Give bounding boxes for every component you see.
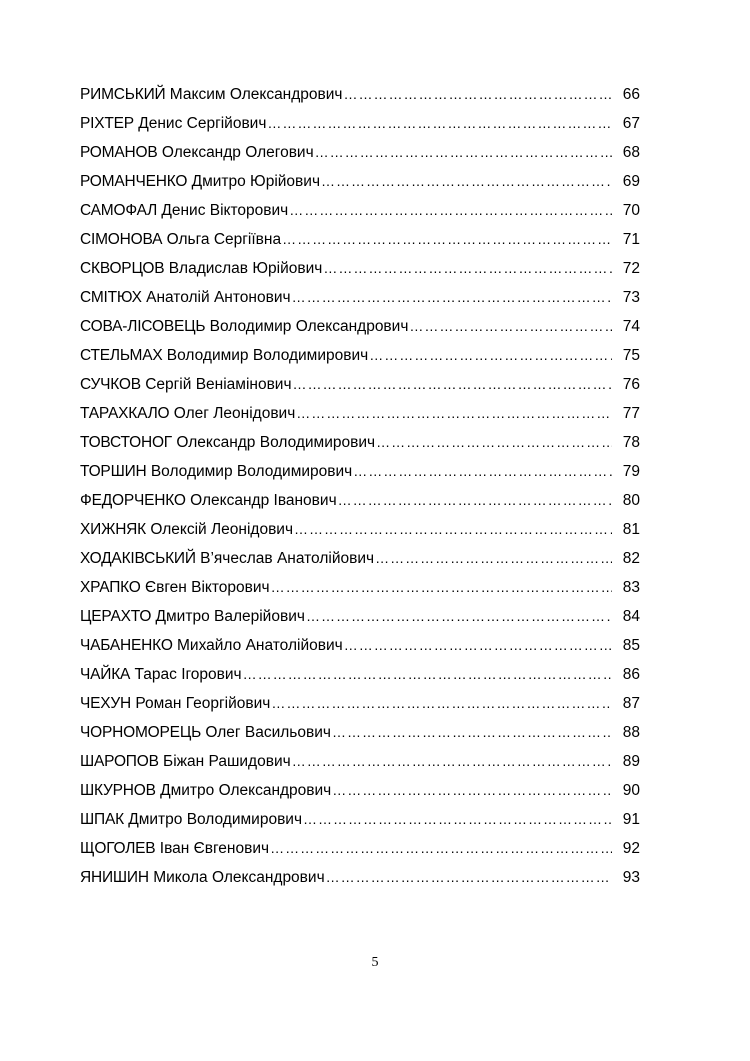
toc-entry-given-names: Роман Георгійович [135,695,271,712]
toc-entry-page: 91 [622,811,640,828]
toc-entry [80,811,640,840]
toc-entry-given-names: Олег Васильович [205,724,331,741]
toc-entry [80,637,640,666]
toc-entry-given-names: Іван Євгенович [159,840,270,857]
toc-entry-surname: СУЧКОВ [80,376,141,393]
toc-entry-name [80,260,322,278]
toc-leader-dots [270,840,612,856]
toc-entry-page: 85 [622,637,640,654]
toc-entry-page: 66 [622,86,640,103]
toc-entry-name [80,347,368,365]
toc-entry-surname: СОВА-ЛІСОВЕЦЬ [80,318,206,335]
toc-entry [80,434,640,463]
toc-entry [80,376,640,405]
toc-leader-dots [293,376,612,392]
toc-entry-name [80,666,242,684]
toc-leader-dots [338,492,612,508]
toc-entry-name [80,318,408,336]
toc-entry-page: 92 [622,840,640,857]
toc-entry [80,782,640,811]
toc-entry [80,318,640,347]
toc-entry-given-names: Денис Вікторович [161,202,289,219]
toc-entry-page: 80 [622,492,640,509]
toc-entry-name [80,521,293,539]
toc-entry-surname: ФЕДОРЧЕНКО [80,492,186,509]
toc-entry [80,492,640,521]
toc-entry-given-names: Тарас Ігорович [134,666,242,683]
toc-entry-given-names: Олексій Леонідович [150,521,294,538]
toc-entry-page: 69 [622,173,640,190]
toc-entry [80,724,640,753]
toc-entry-given-names: Олександр Володимирович [176,434,376,451]
toc-entry [80,144,640,173]
toc-entry [80,115,640,144]
toc-entry-page: 88 [622,724,640,741]
toc-leader-dots [369,347,612,363]
page-number: 5 [371,955,379,970]
toc-entry-name [80,405,295,423]
toc-entry-page: 86 [622,666,640,683]
toc-leader-dots [326,869,612,885]
toc-entry-name [80,608,305,626]
toc-entry-surname: ЯНИШИН [80,869,149,886]
toc-leader-dots [375,550,612,566]
toc-entry-surname: РИМСЬКИЙ [80,86,166,103]
toc-entry-surname: РІХТЕР [80,115,134,132]
toc-entry-surname: ХРАПКО [80,579,141,596]
toc-leader-dots [292,289,612,305]
toc-entry-surname: СІМОНОВА [80,231,163,248]
toc-leader-dots [306,608,612,624]
toc-entry-given-names: Денис Сергійович [138,115,267,132]
toc-entry [80,666,640,695]
toc-entry-surname: ЧАБАНЕНКО [80,637,173,654]
toc-entry-name [80,811,302,829]
toc-entry-name [80,86,343,104]
toc-entry-page: 73 [622,289,640,306]
toc-entry-page: 79 [622,463,640,480]
toc-entry-name [80,695,270,713]
toc-leader-dots [294,521,612,537]
toc-entry-page: 82 [622,550,640,567]
toc-leader-dots [332,724,612,740]
toc-entry [80,608,640,637]
toc-leader-dots [332,782,612,798]
toc-leader-dots [323,260,612,276]
toc-entry-surname: ТАРАХКАЛО [80,405,170,422]
table-of-contents [80,86,640,898]
toc-entry-name [80,231,281,249]
toc-entry-page: 76 [622,376,640,393]
toc-entry [80,695,640,724]
toc-entry-given-names: Максим Олександрович [169,86,343,103]
toc-entry-surname: ШПАК [80,811,124,828]
toc-leader-dots [321,173,612,189]
toc-entry-page: 74 [622,318,640,335]
toc-entry-name [80,463,352,481]
toc-entry-name [80,840,269,858]
toc-entry-name [80,115,266,133]
toc-entry-given-names: Володимир Володимирович [150,463,353,480]
toc-entry-given-names: Євген Вікторович [144,579,270,596]
toc-entry [80,840,640,869]
toc-entry-surname: СКВОРЦОВ [80,260,165,277]
toc-leader-dots [303,811,612,827]
toc-entry [80,579,640,608]
toc-entry-surname: ХОДАКІВСЬКИЙ [80,550,196,567]
toc-entry-name [80,173,320,191]
toc-entry-surname: РОМАНЧЕНКО [80,173,188,190]
toc-entry-given-names: Володимир Олександрович [209,318,409,335]
toc-leader-dots [243,666,612,682]
toc-entry-name [80,492,337,510]
toc-entry-page: 77 [622,405,640,422]
toc-entry-name [80,724,331,742]
toc-entry-given-names: Олександр Олегович [161,144,314,161]
toc-entry-surname: ЦЕРАХТО [80,608,152,625]
toc-entry [80,231,640,260]
toc-entry-name [80,434,375,452]
toc-entry-given-names: Сергій Веніамінович [145,376,292,393]
toc-entry-surname: ХИЖНЯК [80,521,147,538]
toc-entry [80,86,640,115]
toc-leader-dots [267,115,612,131]
toc-entry-given-names: Дмитро Олександрович [160,782,332,799]
toc-leader-dots [344,86,613,102]
toc-entry-given-names: В’ячеслав Анатолійович [200,550,375,567]
toc-entry-surname: ТОВСТОНОГ [80,434,173,451]
toc-entry-name [80,289,291,307]
toc-entry [80,405,640,434]
toc-entry [80,753,640,782]
toc-entry-surname: ЩОГОЛЕВ [80,840,156,857]
toc-entry-page: 87 [622,695,640,712]
toc-entry-page: 70 [622,202,640,219]
toc-entry-surname: САМОФАЛ [80,202,158,219]
toc-entry-name [80,376,292,394]
toc-leader-dots [271,695,612,711]
toc-leader-dots [344,637,612,653]
toc-leader-dots [353,463,612,479]
toc-entry [80,260,640,289]
toc-entry-given-names: Володимир Володимирович [166,347,369,364]
toc-entry-surname: СМІТЮХ [80,289,142,306]
toc-entry-given-names: Анатолій Антонович [146,289,291,306]
toc-entry-page: 90 [622,782,640,799]
toc-leader-dots [271,579,612,595]
toc-leader-dots [376,434,612,450]
toc-entry-page: 89 [622,753,640,770]
toc-entry-page: 72 [622,260,640,277]
toc-entry-surname: ШКУРНОВ [80,782,156,799]
toc-entry-given-names: Михайло Анатолійович [177,637,343,654]
toc-entry-given-names: Дмитро Юрійович [191,173,321,190]
toc-entry [80,869,640,898]
toc-entry-page: 68 [622,144,640,161]
toc-entry-name [80,202,288,220]
toc-entry-surname: ЧОРНОМОРЕЦЬ [80,724,202,741]
toc-entry-surname: СТЕЛЬМАХ [80,347,163,364]
toc-entry-page: 75 [622,347,640,364]
toc-entry [80,463,640,492]
toc-leader-dots [315,144,612,160]
toc-entry-surname: РОМАНОВ [80,144,158,161]
toc-leader-dots [409,318,612,334]
toc-leader-dots [289,202,612,218]
toc-entry-name [80,782,331,800]
toc-entry-given-names: Владислав Юрійович [168,260,323,277]
toc-entry-given-names: Олександр Іванович [190,492,337,509]
toc-entry [80,173,640,202]
toc-leader-dots [282,231,612,247]
toc-entry-name [80,753,291,771]
toc-entry-surname: ШАРОПОВ [80,753,159,770]
toc-entry-page: 67 [622,115,640,132]
toc-entry-given-names: Дмитро Валерійович [155,608,305,625]
toc-entry-page: 81 [622,521,640,538]
toc-entry-name [80,869,325,887]
toc-entry-name [80,579,270,597]
toc-entry [80,347,640,376]
toc-entry-given-names: Ольга Сергіївна [166,231,282,248]
toc-entry-given-names: Олег Леонідович [173,405,296,422]
toc-entry [80,202,640,231]
toc-entry-name [80,550,374,568]
toc-entry-name [80,637,343,655]
toc-entry-given-names: Микола Олександрович [153,869,325,886]
toc-entry-page: 84 [622,608,640,625]
toc-entry-given-names: Дмитро Володимирович [128,811,303,828]
toc-entry-surname: ТОРШИН [80,463,147,480]
toc-entry [80,289,640,318]
toc-entry-surname: ЧЕХУН [80,695,132,712]
toc-entry-page: 83 [622,579,640,596]
toc-leader-dots [292,753,612,769]
toc-leader-dots [296,405,612,421]
toc-entry-surname: ЧАЙКА [80,666,131,683]
toc-entry-page: 71 [622,231,640,248]
toc-entry [80,521,640,550]
toc-entry-page: 93 [622,869,640,886]
toc-entry-given-names: Біжан Рашидович [163,753,291,770]
toc-entry [80,550,640,579]
toc-entry-page: 78 [622,434,640,451]
toc-entry-name [80,144,314,162]
